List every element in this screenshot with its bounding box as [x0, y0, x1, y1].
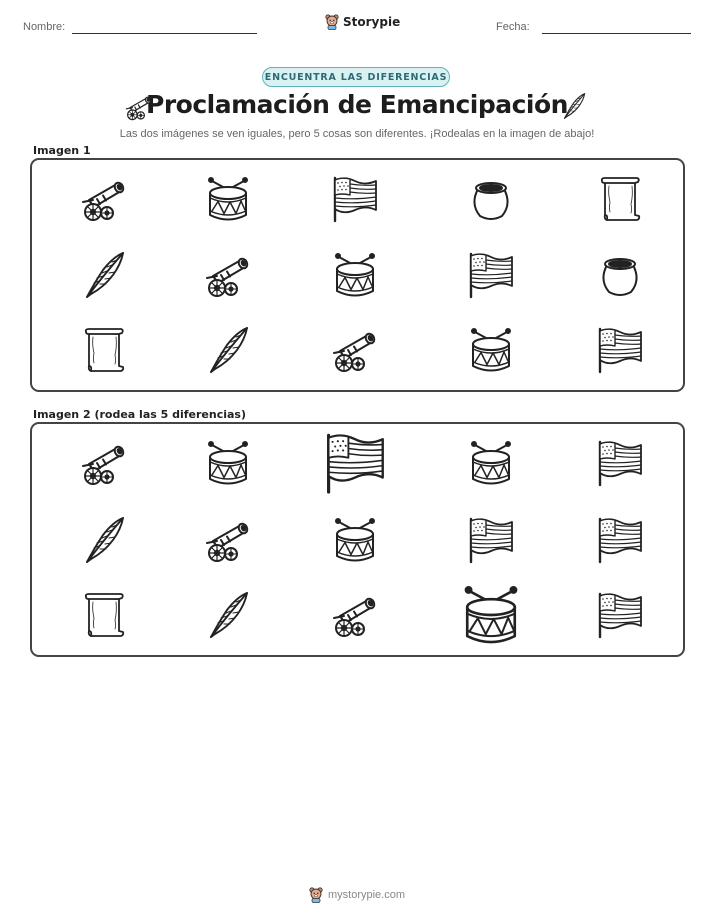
quill-icon [560, 90, 588, 122]
panel1-pot-icon [466, 174, 516, 224]
panel1-flag-icon [595, 325, 645, 375]
page-title: Proclamación de Emancipación [146, 90, 568, 119]
panel1-pot-icon [595, 250, 645, 300]
panel2-scroll-icon[interactable] [79, 590, 129, 640]
panel2-label: Imagen 2 (rodea las 5 diferencias) [33, 408, 247, 421]
panel1-flag-icon [330, 174, 380, 224]
panel2-flag-icon[interactable] [595, 438, 645, 488]
date-label: Fecha: [496, 21, 530, 33]
panel2-quill-icon[interactable] [203, 590, 253, 640]
panel1-label: Imagen 1 [33, 144, 91, 157]
panel2-drum-icon[interactable] [203, 438, 253, 488]
bear-icon [325, 14, 339, 30]
panel1-drum-icon [203, 174, 253, 224]
cannon-icon [122, 92, 156, 122]
panel1-drum-icon [466, 325, 516, 375]
panel2-cannon-icon[interactable] [330, 590, 380, 640]
panel1-drum-icon [330, 250, 380, 300]
bear-icon [309, 887, 323, 903]
footer-url: mystorypie.com [327, 889, 406, 901]
panel1-cannon-icon [79, 174, 129, 224]
panel2-cannon-icon[interactable] [203, 515, 253, 565]
name-label: Nombre: [23, 21, 66, 33]
badge-text: ENCUENTRA LAS DIFERENCIAS [264, 71, 448, 83]
panel1-cannon-icon [330, 325, 380, 375]
panel2-quill-icon[interactable] [79, 515, 129, 565]
date-field-line[interactable] [542, 33, 691, 34]
panel2-drum-icon[interactable] [458, 582, 524, 648]
panel2-flag-icon[interactable] [322, 430, 388, 496]
panel1-flag-icon [466, 250, 516, 300]
brand-logo [325, 14, 400, 30]
panel2-flag-icon[interactable] [466, 515, 516, 565]
panel1-quill-icon [203, 325, 253, 375]
panel1-scroll-icon [79, 325, 129, 375]
panel2-flag-icon[interactable] [595, 590, 645, 640]
instructions: Las dos imágenes se ven iguales, pero 5 cosas son diferentes. ¡Rodealas en la imagen de abajo! [119, 128, 595, 140]
panel1-scroll-icon [595, 174, 645, 224]
panel1-cannon-icon [203, 250, 253, 300]
activity-badge [262, 67, 450, 87]
name-field-line[interactable] [72, 33, 257, 34]
panel2-drum-icon[interactable] [466, 438, 516, 488]
panel2-cannon-icon[interactable] [79, 438, 129, 488]
panel1-quill-icon [79, 250, 129, 300]
panel2-drum-icon[interactable] [330, 515, 380, 565]
brand-name: Storypie [343, 15, 401, 29]
footer [0, 887, 714, 903]
panel2-flag-icon[interactable] [595, 515, 645, 565]
